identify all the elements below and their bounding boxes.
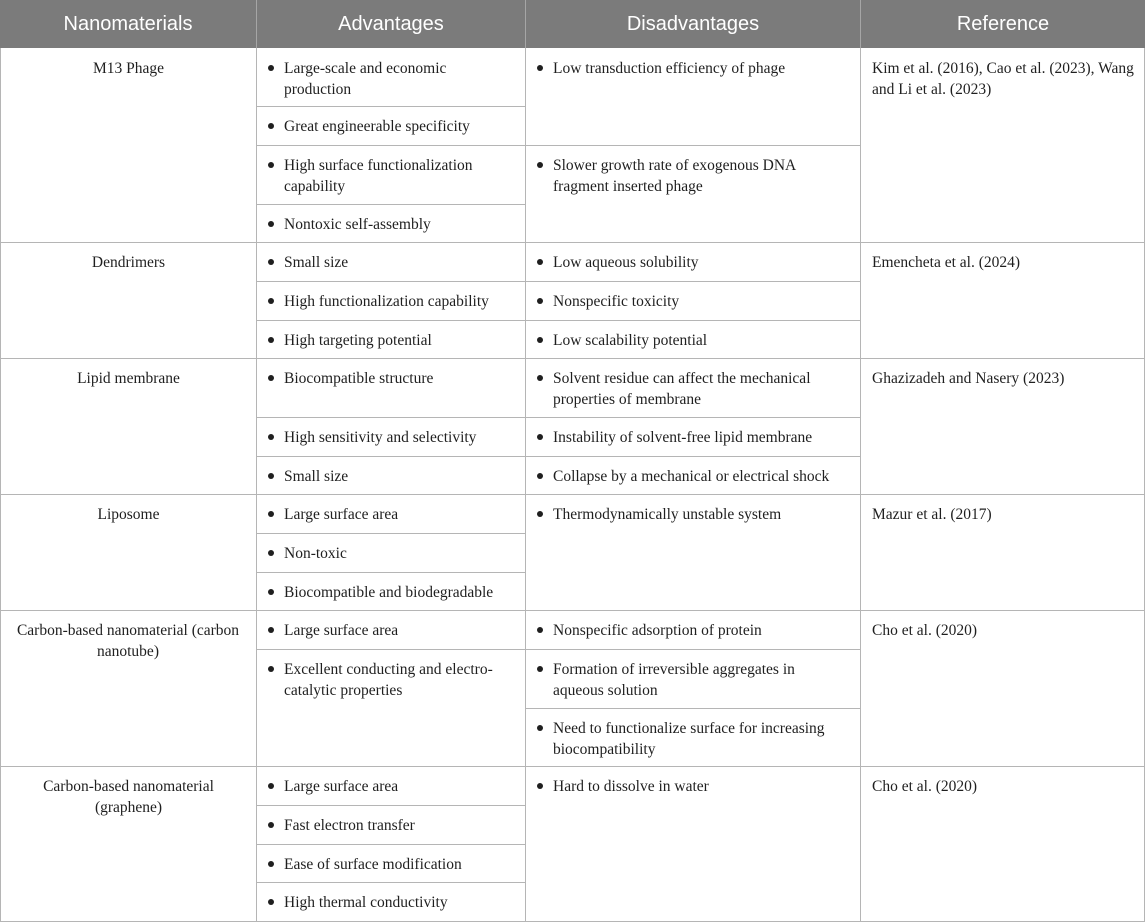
header-divider	[860, 0, 861, 48]
reference: Kim et al. (2016), Cao et al. (2023), Wang and Li et al. (2023)	[872, 60, 1134, 98]
subrow-divider	[256, 456, 526, 457]
advantage-item: Large surface area	[268, 504, 528, 525]
advantage-item: Ease of surface modification	[268, 854, 528, 875]
advantage-item: Great engineerable specificity	[268, 116, 514, 137]
disadvantage-item: Nonspecific adsorption of protein	[537, 620, 851, 641]
advantage-item: Biocompatible and biodegradable	[268, 582, 528, 603]
column-divider	[0, 48, 1, 922]
nanomaterial-name: Dendrimers	[91, 254, 166, 271]
disadvantage-item: Low scalability potential	[537, 330, 851, 351]
disadvantage-item: Nonspecific toxicity	[537, 291, 851, 312]
advantage-item: Small size	[268, 466, 528, 487]
reference: Mazur et al. (2017)	[872, 506, 992, 523]
row-divider	[0, 494, 1145, 495]
disadvantage-item: Hard to dissolve in water	[537, 776, 851, 797]
subrow-divider	[256, 320, 526, 321]
subrow-divider	[256, 204, 526, 205]
advantage-item: High functionalization capability	[268, 291, 528, 312]
advantage-item: High targeting potential	[268, 330, 528, 351]
advantage-item: Large surface area	[268, 620, 528, 641]
disadvantage-item: Low aqueous solubility	[537, 252, 851, 273]
subrow-divider	[256, 882, 526, 883]
nanomaterial-name: Carbon-based nanomaterial (carbon nanotube)	[16, 622, 240, 660]
header-reference: Reference	[956, 12, 1050, 35]
disadvantage-item: Slower growth rate of exogenous DNA fragment inserted phage	[537, 155, 831, 197]
row-divider	[0, 610, 1145, 611]
row-divider	[0, 766, 1145, 767]
advantage-item: Biocompatible structure	[268, 368, 528, 389]
subrow-divider	[525, 417, 861, 418]
advantage-item: Excellent conducting and electro-catalytic properties	[268, 659, 528, 701]
advantage-item: Large surface area	[268, 776, 528, 797]
subrow-divider	[256, 145, 526, 146]
column-divider	[256, 48, 257, 922]
subrow-divider	[256, 106, 526, 107]
subrow-divider	[525, 708, 861, 709]
subrow-divider	[256, 844, 526, 845]
disadvantage-item: Thermodynamically unstable system	[537, 504, 851, 525]
disadvantage-item: Instability of solvent-free lipid membrane	[537, 427, 869, 448]
disadvantage-item: Collapse by a mechanical or electrical shock	[537, 466, 869, 487]
header-advantages: Advantages	[338, 12, 444, 35]
reference: Emencheta et al. (2024)	[872, 254, 1021, 271]
advantage-item: Fast electron transfer	[268, 815, 528, 836]
subrow-divider	[525, 320, 861, 321]
nanomaterial-name: Lipid membrane	[77, 370, 180, 387]
header-nanomaterials: Nanomaterials	[63, 12, 193, 35]
advantage-item: High thermal conductivity	[268, 892, 528, 913]
subrow-divider	[256, 572, 526, 573]
row-divider	[0, 358, 1145, 359]
header-divider	[256, 0, 257, 48]
reference: Cho et al. (2020)	[872, 622, 978, 639]
disadvantage-item: Solvent residue can affect the mechanical properties of membrane	[537, 368, 851, 410]
advantage-item: High sensitivity and selectivity	[268, 427, 528, 448]
reference: Cho et al. (2020)	[872, 778, 978, 795]
nanomaterial-name: Carbon-based nanomaterial (graphene)	[43, 778, 214, 816]
advantage-item: Small size	[268, 252, 528, 273]
nanomaterial-name: M13 Phage	[92, 60, 165, 77]
advantage-item: Non-toxic	[268, 543, 528, 564]
subrow-divider	[525, 649, 861, 650]
disadvantage-item: Formation of irreversible aggregates in aqueous solution	[537, 659, 831, 701]
nanomaterial-name: Liposome	[97, 506, 160, 523]
subrow-divider	[256, 805, 526, 806]
subrow-divider	[525, 145, 861, 146]
row-divider	[0, 242, 1145, 243]
subrow-divider	[256, 649, 526, 650]
subrow-divider	[256, 281, 526, 282]
advantage-item: Nontoxic self-assembly	[268, 214, 514, 235]
advantage-item: High surface functionalization capability	[268, 155, 514, 197]
subrow-divider	[525, 456, 861, 457]
subrow-divider	[256, 533, 526, 534]
advantage-item: Large-scale and economic production	[268, 58, 514, 100]
disadvantage-item: Need to functionalize surface for increasing biocompatibility	[537, 718, 861, 760]
reference: Ghazizadeh and Nasery (2023)	[872, 370, 1065, 387]
header-divider	[525, 0, 526, 48]
disadvantage-item: Low transduction efficiency of phage	[537, 58, 851, 79]
header-disadvantages: Disadvantages	[626, 12, 760, 35]
subrow-divider	[256, 417, 526, 418]
subrow-divider	[525, 281, 861, 282]
